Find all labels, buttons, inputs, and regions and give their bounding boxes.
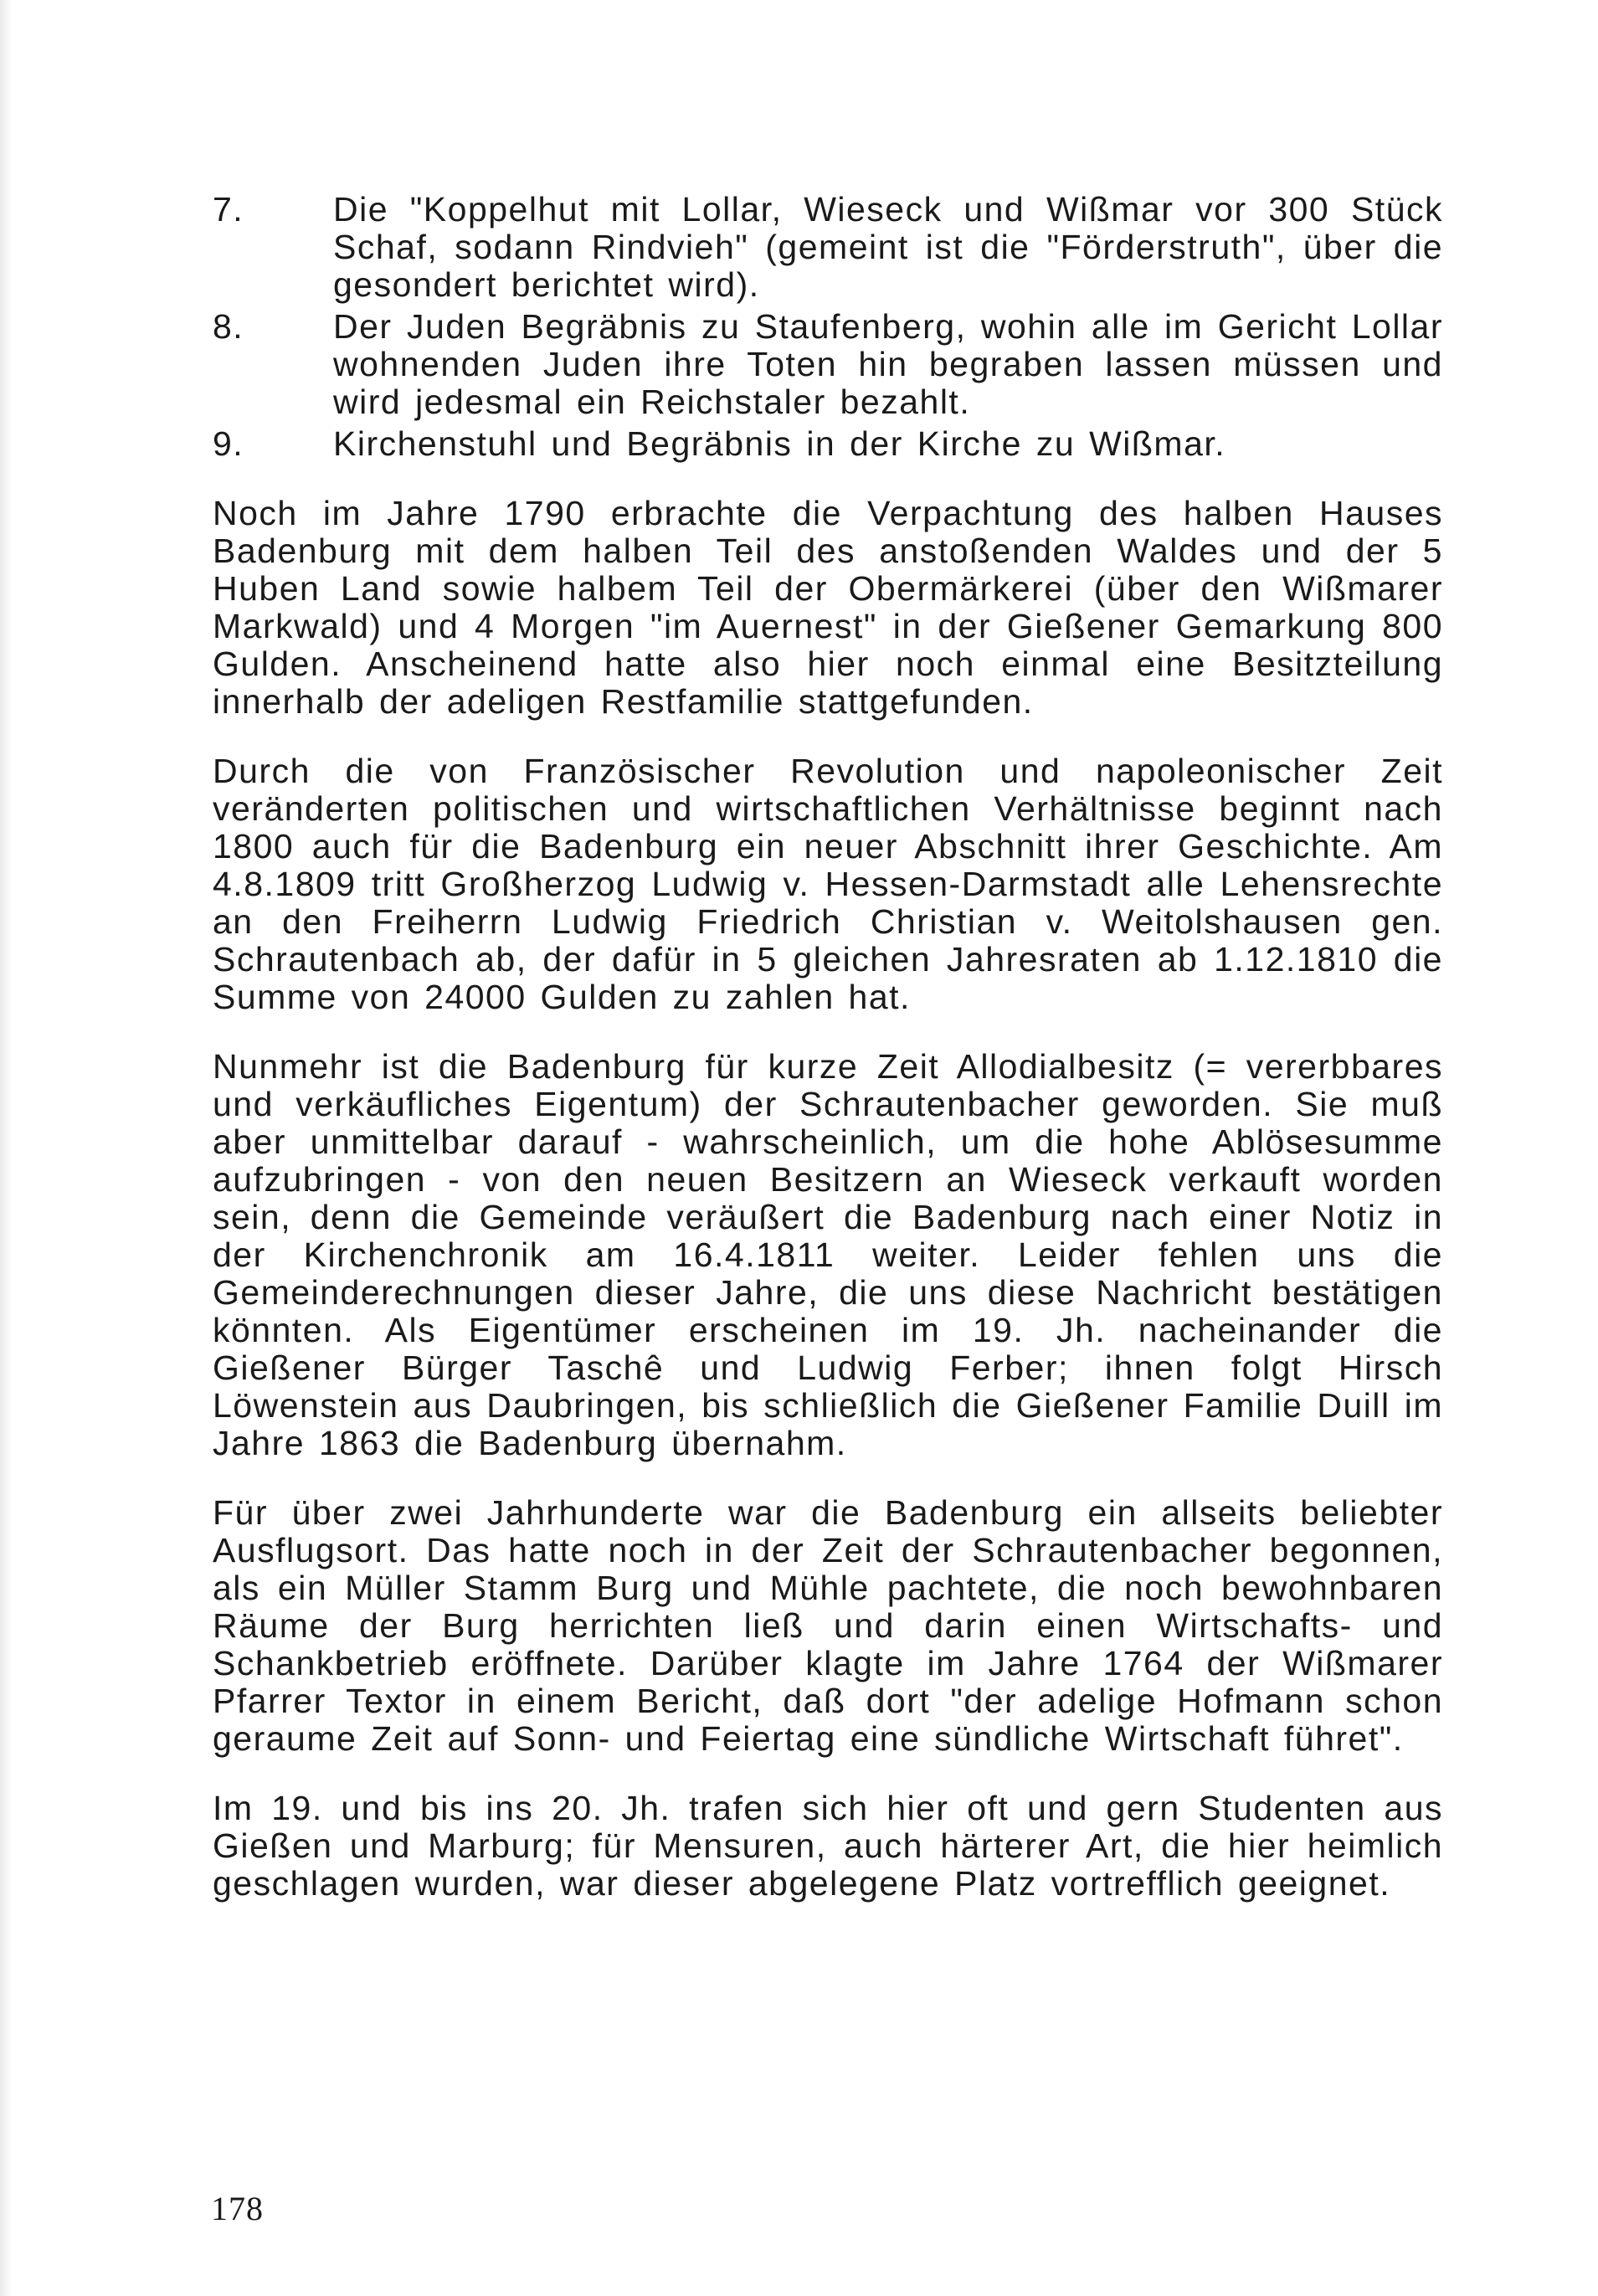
paragraph-revolution: Durch die von Französischer Revolution und napoleonischer Zeit veränderten politischen und wirtschaftlichen Verhältnisse beginnt nach 1800 auch für die Badenburg ein neuer Abschnitt ihrer Geschichte. Am 4.8.1809 tritt Großherzog Ludwig v. Hessen-Darmstadt alle Lehensrechte an den Freiherrn Ludwig Friedrich Christian v. Weitolshausen gen. Schrautenbach ab, der dafür in 5 gleichen Jahresraten ab 1.12.1810 die Summe von 24000 Gulden zu zahlen hat.: [213, 752, 1443, 1016]
list-item-number: 9.: [213, 424, 244, 463]
list-item-text: Der Juden Begräbnis zu Staufenberg, wohin alle im Gericht Lollar wohnenden Juden ihre Toten hin begraben lassen müssen und wird jedesmal ein Reichstaler bezahlt.: [333, 307, 1443, 421]
list-item-number: 7.: [213, 190, 244, 229]
paragraph-students: Im 19. und bis ins 20. Jh. trafen sich hier oft und gern Studenten aus Gießen und Marburg; für Mensuren, auch härterer Art, die hier heimlich geschlagen wurden, war dieser abgelegene Platz vortrefflich geeignet.: [213, 1789, 1443, 1903]
paragraph-1790-lease: Noch im Jahre 1790 erbrachte die Verpachtung des halben Hauses Badenburg mit dem halben Teil des anstoßenden Waldes und der 5 Huben Land sowie halbem Teil der Obermärkerei (über den Wißmarer Markwald) und 4 Morgen "im Auernest" in der Gießener Gemarkung 800 Gulden. Anscheinend hatte also hier noch einmal eine Besitzteilung innerhalb der adeligen Restfamilie stattgefunden.: [213, 494, 1443, 721]
list-item-text: Die "Koppelhut mit Lollar, Wieseck und Wißmar vor 300 Stück Schaf, sodann Rindvieh" (gemeint ist die "Förderstruth", über die gesondert berichtet wird).: [333, 190, 1443, 304]
list-item-text: Kirchenstuhl und Begräbnis in der Kirche zu Wißmar.: [333, 424, 1226, 463]
paragraph-allodial: Nunmehr ist die Badenburg für kurze Zeit Allodialbesitz (= vererbbares und verkäufliches Eigentum) der Schrautenbacher geworden. Sie muß aber unmittelbar darauf - wahrscheinlich, um die hohe Ablösesumme aufzubringen - von den neuen Besitzern an Wieseck verkauft worden sein, denn die Gemeinde veräußert die Badenburg nach einer Notiz in der Kirchenchronik am 16.4.1811 weiter. Leider fehlen uns die Gemeinderechnungen dieser Jahre, die uns diese Nachricht bestätigen könnten. Als Eigentümer erscheinen im 19. Jh. nacheinander die Gießener Bürger Taschê und Ludwig Ferber; ihnen folgt Hirsch Löwenstein aus Daubringen, bis schließlich die Gießener Familie Duill im Jahre 1863 die Badenburg übernahm.: [213, 1047, 1443, 1462]
list-item-number: 8.: [213, 307, 244, 346]
scan-edge-shadow: [0, 0, 12, 2296]
list-item: [213, 425, 1443, 463]
page-number: 178: [211, 2190, 264, 2227]
list-item: [213, 308, 1443, 421]
paragraph-excursion: Für über zwei Jahrhunderte war die Badenburg ein allseits beliebter Ausflugsort. Das hatte noch in der Zeit der Schrautenbacher begonnen, als ein Müller Stamm Burg und Mühle pachtete, die noch bewohnbaren Räume der Burg herrichten ließ und darin einen Wirtschafts- und Schankbetrieb eröffnete. Darüber klagte im Jahre 1764 der Wißmarer Pfarrer Textor in einem Bericht, daß dort "der adelige Hofmann schon geraume Zeit auf Sonn- und Feiertag eine sündliche Wirtschaft führet".: [213, 1493, 1443, 1758]
list-item: [213, 191, 1443, 304]
page-body: [213, 191, 1443, 1903]
numbered-list: [213, 191, 1443, 463]
